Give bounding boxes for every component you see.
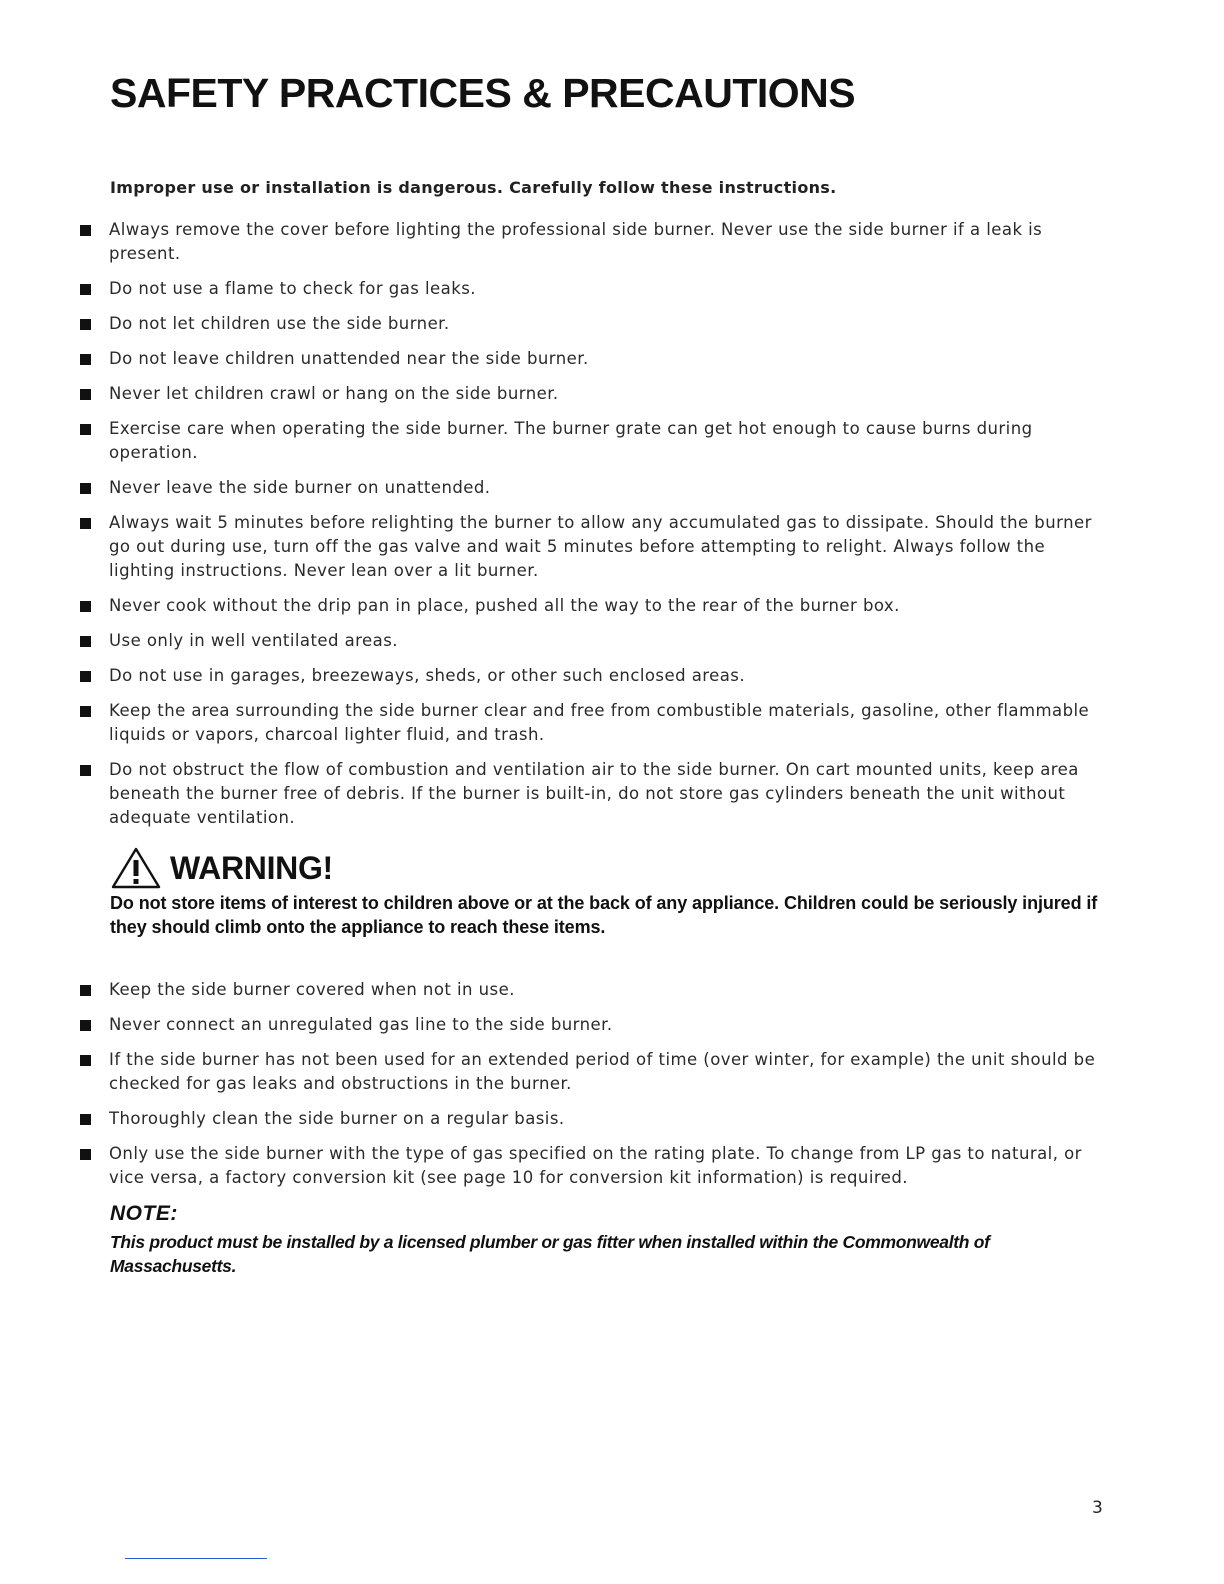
square-bullet-icon bbox=[80, 706, 91, 717]
square-bullet-icon bbox=[80, 1055, 91, 1066]
note-title: NOTE: bbox=[110, 1202, 178, 1225]
list-item-text: Keep the side burner covered when not in use. bbox=[109, 980, 515, 999]
square-bullet-icon bbox=[80, 1149, 91, 1160]
list-item bbox=[0, 218, 1224, 266]
square-bullet-icon bbox=[80, 1020, 91, 1031]
list-item bbox=[0, 277, 1224, 301]
square-bullet-icon bbox=[80, 389, 91, 400]
list-item-text: Do not use a flame to check for gas leaks. bbox=[109, 279, 476, 298]
list-item-text: Do not let children use the side burner. bbox=[109, 314, 450, 333]
square-bullet-icon bbox=[80, 319, 91, 330]
note-text: This product must be installed by a licensed plumber or gas fitter when installed within the Commonwealth of Massachusetts. bbox=[110, 1232, 990, 1276]
list-item-text: Do not use in garages, breezeways, sheds, or other such enclosed areas. bbox=[109, 666, 746, 685]
list-item bbox=[0, 1048, 1224, 1096]
list-item-text: Never leave the side burner on unattended. bbox=[109, 478, 491, 497]
list-item-text: Always remove the cover before lighting the professional side burner. Never use the side burner if a leak is present. bbox=[109, 220, 1043, 263]
list-item-text: Do not leave children unattended near the side burner. bbox=[109, 349, 589, 368]
list-item bbox=[0, 629, 1224, 653]
list-item-text: Always wait 5 minutes before relighting the burner to allow any accumulated gas to dissipate. Should the burner go out during use, turn off the gas valve and wait 5 minutes before attempting to relight. Always follow the lighting instructions. Never lean over a lit burner. bbox=[109, 513, 1092, 580]
list-item bbox=[0, 699, 1224, 747]
list-item bbox=[0, 511, 1224, 583]
square-bullet-icon bbox=[80, 354, 91, 365]
list-item bbox=[0, 1142, 1224, 1190]
square-bullet-icon bbox=[80, 601, 91, 612]
list-item bbox=[0, 664, 1224, 688]
list-item-text: Never let children crawl or hang on the side burner. bbox=[109, 384, 559, 403]
list-item-text: Use only in well ventilated areas. bbox=[109, 631, 398, 650]
list-item-text: Keep the area surrounding the side burner clear and free from combustible materials, gasoline, other flammable liquids or vapors, charcoal lighter fluid, and trash. bbox=[109, 701, 1090, 744]
list-item bbox=[0, 382, 1224, 406]
warning-block bbox=[110, 845, 1110, 939]
square-bullet-icon bbox=[80, 765, 91, 776]
page-number: 3 bbox=[1092, 1498, 1103, 1518]
square-bullet-icon bbox=[80, 225, 91, 236]
warning-title: WARNING! bbox=[170, 849, 333, 886]
square-bullet-icon bbox=[80, 1114, 91, 1125]
list-item bbox=[0, 476, 1224, 500]
warning-triangle-icon bbox=[110, 846, 162, 890]
safety-list-1 bbox=[0, 218, 1224, 841]
list-item-text: If the side burner has not been used for an extended period of time (over winter, for example) the unit should be checked for gas leaks and obstructions in the burner. bbox=[109, 1050, 1096, 1093]
list-item-text: Never cook without the drip pan in place, pushed all the way to the rear of the burner box. bbox=[109, 596, 900, 615]
square-bullet-icon bbox=[80, 483, 91, 494]
list-item bbox=[0, 312, 1224, 336]
warning-text: Do not store items of interest to children above or at the back of any appliance. Children could be seriously injured if they should climb onto the appliance to reach these items. bbox=[110, 893, 1098, 937]
square-bullet-icon bbox=[80, 985, 91, 996]
square-bullet-icon bbox=[80, 671, 91, 682]
list-item bbox=[0, 1107, 1224, 1131]
list-item-text: Never connect an unregulated gas line to the side burner. bbox=[109, 1015, 613, 1034]
list-item bbox=[0, 417, 1224, 465]
page-title: SAFETY PRACTICES & PRECAUTIONS bbox=[110, 70, 856, 116]
intro-text: Improper use or installation is dangerous. Carefully follow these instructions. bbox=[110, 178, 837, 197]
safety-list-2 bbox=[0, 978, 1224, 1201]
footer-rule bbox=[125, 1558, 267, 1559]
list-item bbox=[0, 758, 1224, 830]
warning-header bbox=[110, 845, 1110, 891]
list-item-text: Thoroughly clean the side burner on a regular basis. bbox=[109, 1109, 565, 1128]
list-item bbox=[0, 978, 1224, 1002]
list-item-text: Exercise care when operating the side burner. The burner grate can get hot enough to cause burns during operation. bbox=[109, 419, 1033, 462]
note-block bbox=[110, 1202, 1110, 1278]
list-item bbox=[0, 1013, 1224, 1037]
list-item-text: Do not obstruct the flow of combustion and ventilation air to the side burner. On cart mounted units, keep area beneath the burner free of debris. If the burner is built-in, do not store gas cylinders beneath the unit without adequate ventilation. bbox=[109, 760, 1079, 827]
list-item bbox=[0, 594, 1224, 618]
square-bullet-icon bbox=[80, 424, 91, 435]
square-bullet-icon bbox=[80, 284, 91, 295]
square-bullet-icon bbox=[80, 518, 91, 529]
list-item bbox=[0, 347, 1224, 371]
square-bullet-icon bbox=[80, 636, 91, 647]
list-item-text: Only use the side burner with the type of gas specified on the rating plate. To change from LP gas to natural, or vice versa, a factory conversion kit (see page 10 for conversion kit information) is required. bbox=[109, 1144, 1082, 1187]
